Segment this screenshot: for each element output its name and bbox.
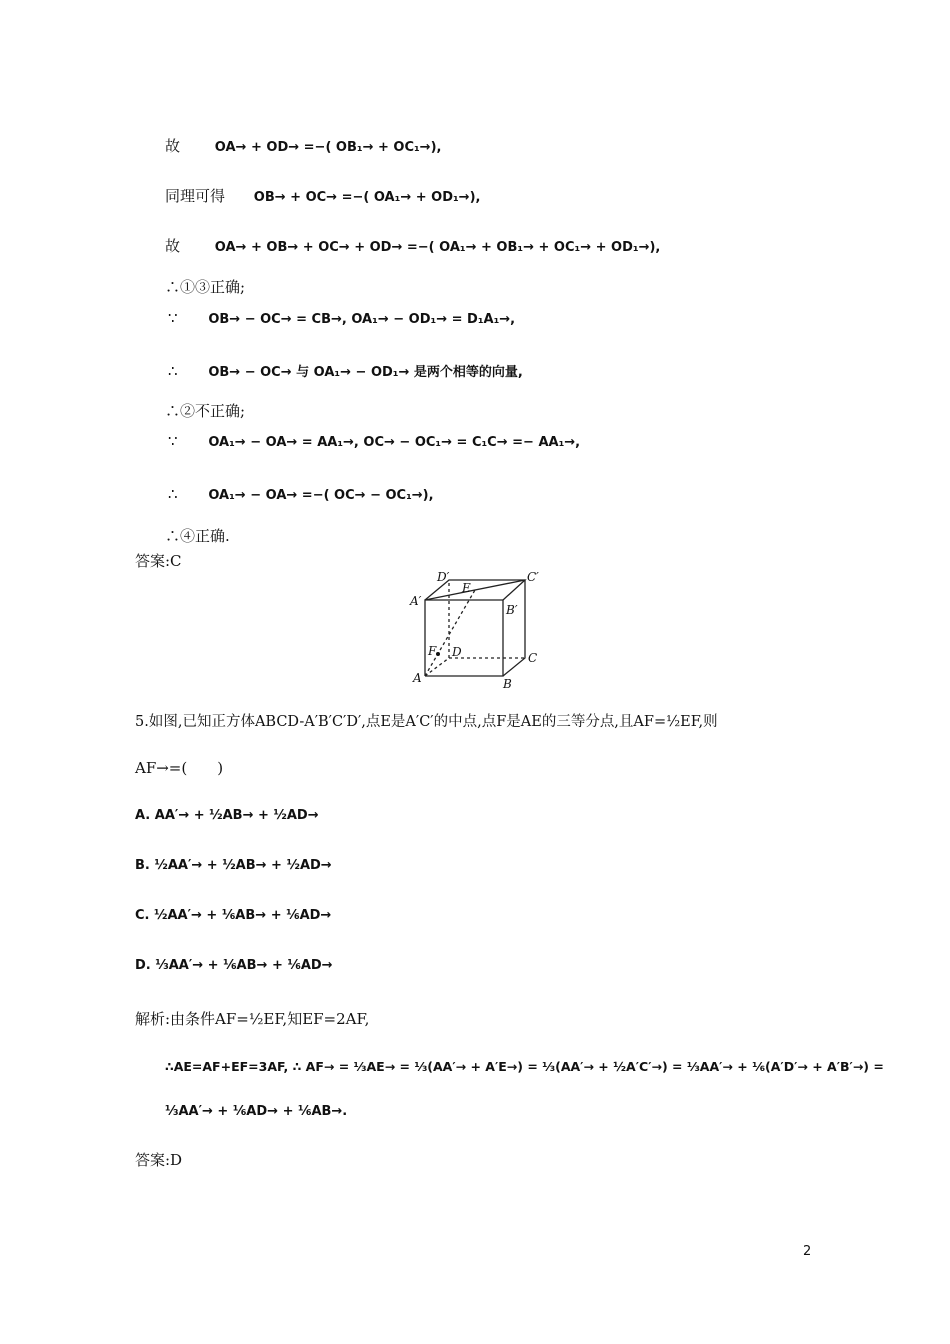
line-6-math: OB→ − OC→ 与 OA₁→ − OD₁→ 是两个相等的向量, — [208, 365, 523, 380]
page-number: 2 — [803, 1244, 812, 1259]
option-a: A. AA′→ + ½AB→ + ½AD→ — [135, 808, 319, 823]
line-3-math: OA→ + OB→ + OC→ + OD→ =−( OA₁→ + OB₁→ + OC₁→ + OD₁→), — [214, 240, 661, 255]
label-c-prime: C′ — [527, 570, 539, 584]
label-c: C — [528, 651, 538, 665]
label-b-prime: B′ — [506, 603, 518, 617]
analysis-line-2: ∴AE=AF+EF=3AF, ∴ AF→ = ⅓AE→ = ⅓(AA′→ + A′E→) = ⅓(AA′→ + ½A′C′→) = ⅓AA′→ + ⅙(A′D′→ + A′B′→) = — [165, 1059, 884, 1074]
line-5-math: OB→ − OC→ = CB→, OA₁→ − OD₁→ = D₁A₁→, — [208, 312, 516, 327]
line-8-text: ∵ — [168, 432, 178, 450]
q5-stem: 5.如图,已知正方体ABCD-A′B′C′D′,点E是A′C′的中点,点F是AE的三等分点,且AF=½EF,则 — [135, 714, 718, 730]
line-9-math: OA₁→ − OA→ =−( OC→ − OC₁→), — [208, 488, 434, 503]
point-f — [436, 652, 440, 656]
option-d: D. ⅓AA′→ + ⅙AB→ + ⅙AD→ — [135, 958, 333, 973]
label-f: F — [428, 644, 437, 658]
label-a-prime: A′ — [410, 594, 422, 608]
line-5-text: ∵ — [168, 309, 178, 327]
label-b: B — [503, 677, 512, 691]
line-6-text: ∴ — [168, 362, 178, 380]
line-10: ∴④正确. — [165, 527, 230, 545]
line-8-math: OA₁→ − OA→ = AA₁→, OC→ − OC₁→ = C₁C→ =− AA₁→, — [208, 435, 581, 450]
line-8 — [168, 431, 580, 453]
line-6 — [168, 361, 523, 383]
line-2 — [165, 186, 480, 208]
label-a: A — [413, 671, 422, 685]
answer-d: 答案:D — [135, 1151, 183, 1169]
analysis-line-1: 解析:由条件AF=½EF,知EF=2AF, — [135, 1010, 370, 1028]
cube-front-face — [425, 600, 503, 676]
line-9 — [168, 484, 434, 506]
line-1-math: OA→ + OD→ =−( OB₁→ + OC₁→), — [214, 140, 442, 155]
cube-right-face — [503, 580, 525, 676]
label-d: D — [452, 645, 462, 659]
line-3-text: 故 — [165, 237, 181, 255]
line-4: ∴①③正确; — [165, 278, 246, 296]
line-9-text: ∴ — [168, 485, 178, 503]
line-5 — [168, 308, 515, 330]
line-2-text: 同理可得 — [165, 187, 226, 205]
line-3 — [165, 236, 660, 258]
line-1-text: 故 — [165, 137, 181, 155]
cube-figure — [405, 568, 555, 692]
option-b: B. ½AA′→ + ½AB→ + ½AD→ — [135, 858, 332, 873]
label-d-prime: D′ — [437, 570, 450, 584]
line-2-math: OB→ + OC→ =−( OA₁→ + OD₁→), — [253, 190, 481, 205]
option-c: C. ½AA′→ + ⅙AB→ + ⅙AD→ — [135, 908, 332, 923]
analysis-line-3: ⅓AA′→ + ⅙AD→ + ⅙AB→. — [165, 1104, 348, 1119]
line-7: ∴②不正确; — [165, 402, 246, 420]
q5-ask: AF→=( ) — [135, 759, 224, 777]
label-e: E — [462, 581, 471, 595]
answer-c: 答案:C — [135, 552, 182, 570]
line-1 — [165, 136, 441, 158]
